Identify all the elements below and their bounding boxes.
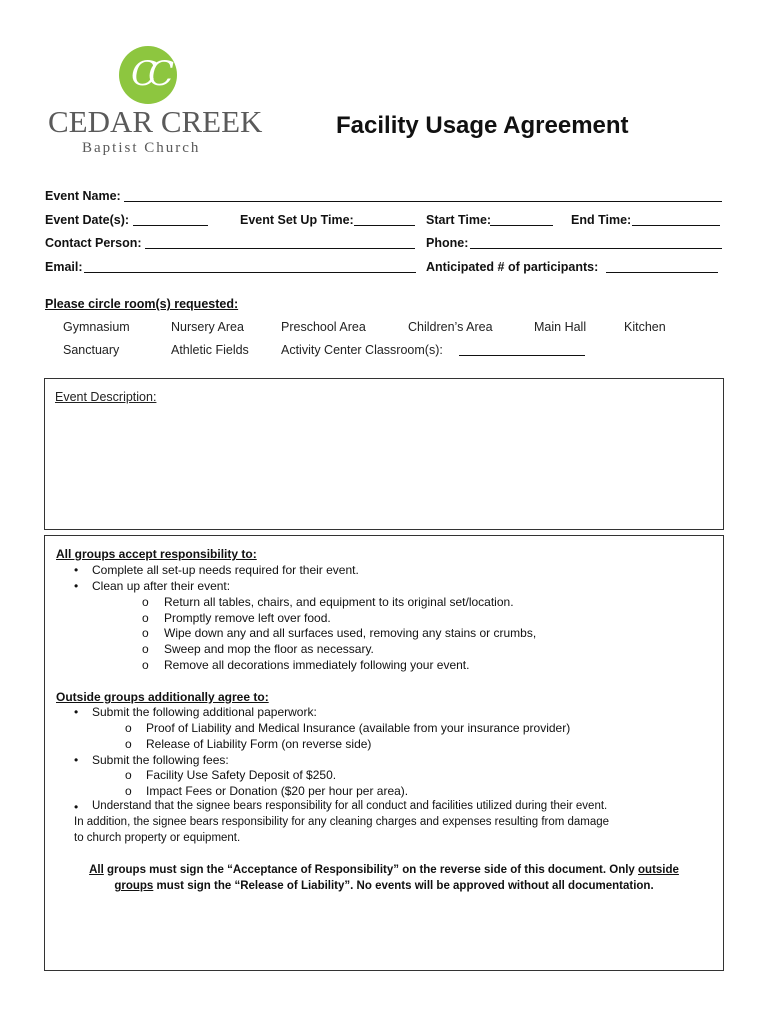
list-item: Return all tables, chairs, and equipment to its original set/location.	[164, 595, 514, 609]
setup-time-field[interactable]	[354, 225, 415, 226]
page-title: Facility Usage Agreement	[336, 112, 629, 139]
understand-line-1: Understand that the signee bears responsibility for all conduct and facilities utilized during their event.	[92, 800, 608, 812]
outside-groups-heading: Outside groups additionally agree to:	[56, 690, 269, 704]
final-note-part1: groups must sign the “Acceptance of Responsibility” on the reverse side of this document. Only	[103, 864, 639, 876]
list-item: Complete all set-up needs required for their event.	[92, 563, 359, 577]
sub-bullet-icon: o	[125, 721, 132, 735]
sub-bullet-icon: o	[142, 595, 149, 609]
sub-bullet-icon: o	[142, 611, 149, 625]
start-time-label: Start Time:	[426, 213, 492, 227]
list-item: Facility Use Safety Deposit of $250.	[146, 768, 337, 782]
list-item: Submit the following fees:	[92, 753, 229, 767]
setup-time-label: Event Set Up Time:	[240, 213, 354, 227]
room-main-hall[interactable]: Main Hall	[534, 320, 587, 334]
room-childrens-area[interactable]: Children’s Area	[408, 320, 493, 334]
activity-center-classroom-field[interactable]	[459, 355, 585, 356]
signature-requirement-note	[44, 862, 724, 894]
outside-word: outside	[638, 864, 679, 876]
understand-line-2: In addition, the signee bears responsibility for any cleaning charges and expenses resulting from damage	[74, 816, 610, 828]
list-item: Sweep and mop the floor as necessary.	[164, 642, 374, 656]
event-description-label: Event Description:	[55, 390, 157, 404]
start-time-field[interactable]	[490, 225, 553, 226]
list-item: Wipe down any and all surfaces used, removing any stains or crumbs,	[164, 626, 537, 640]
list-item: Submit the following additional paperwork:	[92, 705, 317, 719]
rooms-heading: Please circle room(s) requested:	[45, 297, 239, 311]
room-nursery-area[interactable]: Nursery Area	[171, 320, 244, 334]
church-logo-icon	[119, 46, 177, 104]
participants-field[interactable]	[606, 272, 718, 273]
sub-bullet-icon: o	[125, 768, 132, 782]
event-dates-label: Event Date(s):	[45, 213, 130, 227]
phone-field[interactable]	[470, 248, 722, 249]
end-time-label: End Time:	[571, 213, 632, 227]
list-item: Impact Fees or Donation ($20 per hour per area).	[146, 784, 409, 798]
room-activity-center-classrooms[interactable]: Activity Center Classroom(s):	[281, 343, 443, 357]
sub-bullet-icon: o	[125, 737, 132, 751]
event-name-label: Event Name:	[45, 189, 121, 203]
sub-bullet-icon: o	[142, 642, 149, 656]
logo-monogram: CC	[130, 54, 166, 94]
list-item: Promptly remove left over food.	[164, 611, 331, 625]
list-item: Remove all decorations immediately following your event.	[164, 658, 470, 672]
sub-bullet-icon: o	[125, 784, 132, 798]
final-note-part2: must sign the “Release of Liability”. No events will be approved without all documentation.	[153, 880, 654, 892]
understand-line-3: to church property or equipment.	[74, 832, 241, 844]
bullet-icon: •	[74, 800, 79, 814]
room-sanctuary[interactable]: Sanctuary	[63, 343, 120, 357]
room-gymnasium[interactable]: Gymnasium	[63, 320, 130, 334]
list-item: Proof of Liability and Medical Insurance (available from your insurance provider)	[146, 721, 571, 735]
list-item: Release of Liability Form (on reverse side)	[146, 737, 372, 751]
groups-word: groups	[114, 880, 154, 892]
room-kitchen[interactable]: Kitchen	[624, 320, 666, 334]
end-time-field[interactable]	[632, 225, 720, 226]
bullet-icon: •	[74, 705, 79, 719]
contact-person-field[interactable]	[145, 248, 415, 249]
sub-bullet-icon: o	[142, 626, 149, 640]
list-item: Clean up after their event:	[92, 579, 231, 593]
email-label: Email:	[45, 260, 83, 274]
room-athletic-fields[interactable]: Athletic Fields	[171, 343, 249, 357]
all-groups-heading: All groups accept responsibility to:	[56, 547, 257, 561]
all-word: All	[89, 864, 104, 876]
logo-church-name: CEDAR CREEK	[48, 104, 263, 139]
bullet-icon: •	[74, 579, 79, 593]
phone-label: Phone:	[426, 236, 469, 250]
participants-label: Anticipated # of participants:	[426, 260, 599, 274]
bullet-icon: •	[74, 563, 79, 577]
bullet-icon: •	[74, 753, 79, 767]
sub-bullet-icon: o	[142, 658, 149, 672]
event-name-field[interactable]	[124, 201, 722, 202]
logo-church-subtitle: Baptist Church	[82, 140, 201, 156]
contact-person-label: Contact Person:	[45, 236, 142, 250]
email-field[interactable]	[84, 272, 416, 273]
event-dates-field[interactable]	[133, 225, 208, 226]
room-preschool-area[interactable]: Preschool Area	[281, 320, 366, 334]
